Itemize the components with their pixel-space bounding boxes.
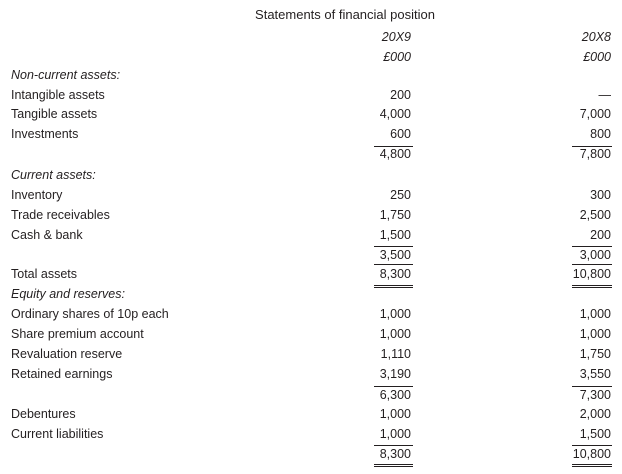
statement-row [0, 447, 622, 467]
statement-row [0, 188, 622, 208]
statement-row [0, 107, 622, 127]
statement-row [0, 388, 622, 408]
value-20x8: 1,750 [579, 347, 611, 361]
column-unit-20x8: £000 [583, 50, 611, 64]
total-double-rule [572, 285, 612, 286]
statement-row [0, 267, 622, 287]
subtotal-rule [572, 445, 612, 446]
statement-title: Statements of financial position [255, 7, 435, 22]
statement-row [0, 208, 622, 228]
subtotal-rule [572, 246, 612, 247]
value-20x8: 1,000 [579, 307, 611, 321]
value-20x8: 3,000 [579, 248, 611, 262]
row-label: Share premium account [11, 327, 144, 341]
row-label: Debentures [11, 407, 76, 421]
row-label: Intangible assets [11, 88, 105, 102]
value-20x9: 1,110 [380, 347, 411, 361]
column-unit-20x9: £000 [383, 50, 411, 64]
subtotal-rule [374, 386, 413, 387]
subtotal-rule [572, 386, 612, 387]
value-20x9: 1,500 [379, 228, 411, 242]
subtotal-rule [374, 246, 413, 247]
value-20x8: 3,550 [579, 367, 611, 381]
column-year-20x9: 20X9 [381, 30, 411, 44]
subtotal-rule [572, 264, 612, 265]
row-label: Current liabilities [11, 427, 104, 441]
statement-row [0, 248, 622, 268]
row-label: Ordinary shares of 10p each [11, 307, 169, 321]
value-20x8: 300 [590, 188, 611, 202]
value-20x8: 7,800 [579, 147, 611, 161]
row-label: Investments [11, 127, 79, 141]
value-20x8: 10,800 [572, 447, 611, 461]
value-20x9: 1,000 [379, 427, 411, 441]
value-20x9: 4,000 [379, 107, 411, 121]
total-double-rule [374, 285, 413, 286]
statement-row [0, 147, 622, 167]
statement-row [0, 427, 622, 447]
value-20x8: — [598, 88, 611, 102]
value-20x9: 1,000 [379, 407, 411, 421]
value-20x9: 6,300 [379, 388, 411, 402]
row-label: Revaluation reserve [11, 347, 123, 361]
statement-row [0, 307, 622, 327]
subtotal-rule [374, 146, 413, 147]
subtotal-rule [572, 146, 612, 147]
row-label: Tangible assets [11, 107, 98, 121]
statement-row [0, 168, 622, 188]
value-20x9: 8,300 [379, 267, 411, 281]
statement-row [0, 88, 622, 108]
total-double-rule [572, 466, 612, 467]
total-double-rule [572, 287, 612, 288]
value-20x9: 250 [390, 188, 411, 202]
value-20x8: 7,300 [579, 388, 611, 402]
statement-row [0, 407, 622, 427]
section-heading: Non-current assets: [11, 68, 121, 82]
row-label: Inventory [11, 188, 63, 202]
subtotal-rule [374, 264, 413, 265]
row-label: Trade receivables [11, 208, 110, 222]
value-20x8: 7,000 [579, 107, 611, 121]
total-double-rule [374, 466, 413, 467]
value-20x8: 1,500 [579, 427, 611, 441]
value-20x9: 1,000 [379, 327, 411, 341]
value-20x8: 800 [590, 127, 611, 141]
statement-row [0, 228, 622, 248]
value-20x8: 200 [590, 228, 611, 242]
section-heading: Current assets: [11, 168, 96, 182]
statement-row [0, 68, 622, 88]
statement-row [0, 347, 622, 367]
value-20x9: 200 [390, 88, 411, 102]
subtotal-rule [374, 445, 413, 446]
total-double-rule [572, 464, 612, 465]
value-20x8: 10,800 [572, 267, 611, 281]
value-20x8: 1,000 [579, 327, 611, 341]
value-20x9: 3,500 [379, 248, 411, 262]
value-20x8: 2,500 [579, 208, 611, 222]
value-20x9: 1,750 [379, 208, 411, 222]
statement-row [0, 367, 622, 387]
row-label: Retained earnings [11, 367, 113, 381]
value-20x9: 8,300 [379, 447, 411, 461]
row-label: Total assets [11, 267, 78, 281]
value-20x9: 1,000 [379, 307, 411, 321]
value-20x9: 4,800 [379, 147, 411, 161]
column-year-20x8: 20X8 [581, 30, 611, 44]
total-double-rule [374, 287, 413, 288]
row-label: Cash & bank [11, 228, 83, 242]
statement-row [0, 127, 622, 147]
statement-row [0, 327, 622, 347]
value-20x9: 3,190 [379, 367, 411, 381]
total-double-rule [374, 464, 413, 465]
value-20x9: 600 [390, 127, 411, 141]
statement-row [0, 287, 622, 307]
value-20x8: 2,000 [579, 407, 611, 421]
section-heading: Equity and reserves: [11, 287, 125, 301]
